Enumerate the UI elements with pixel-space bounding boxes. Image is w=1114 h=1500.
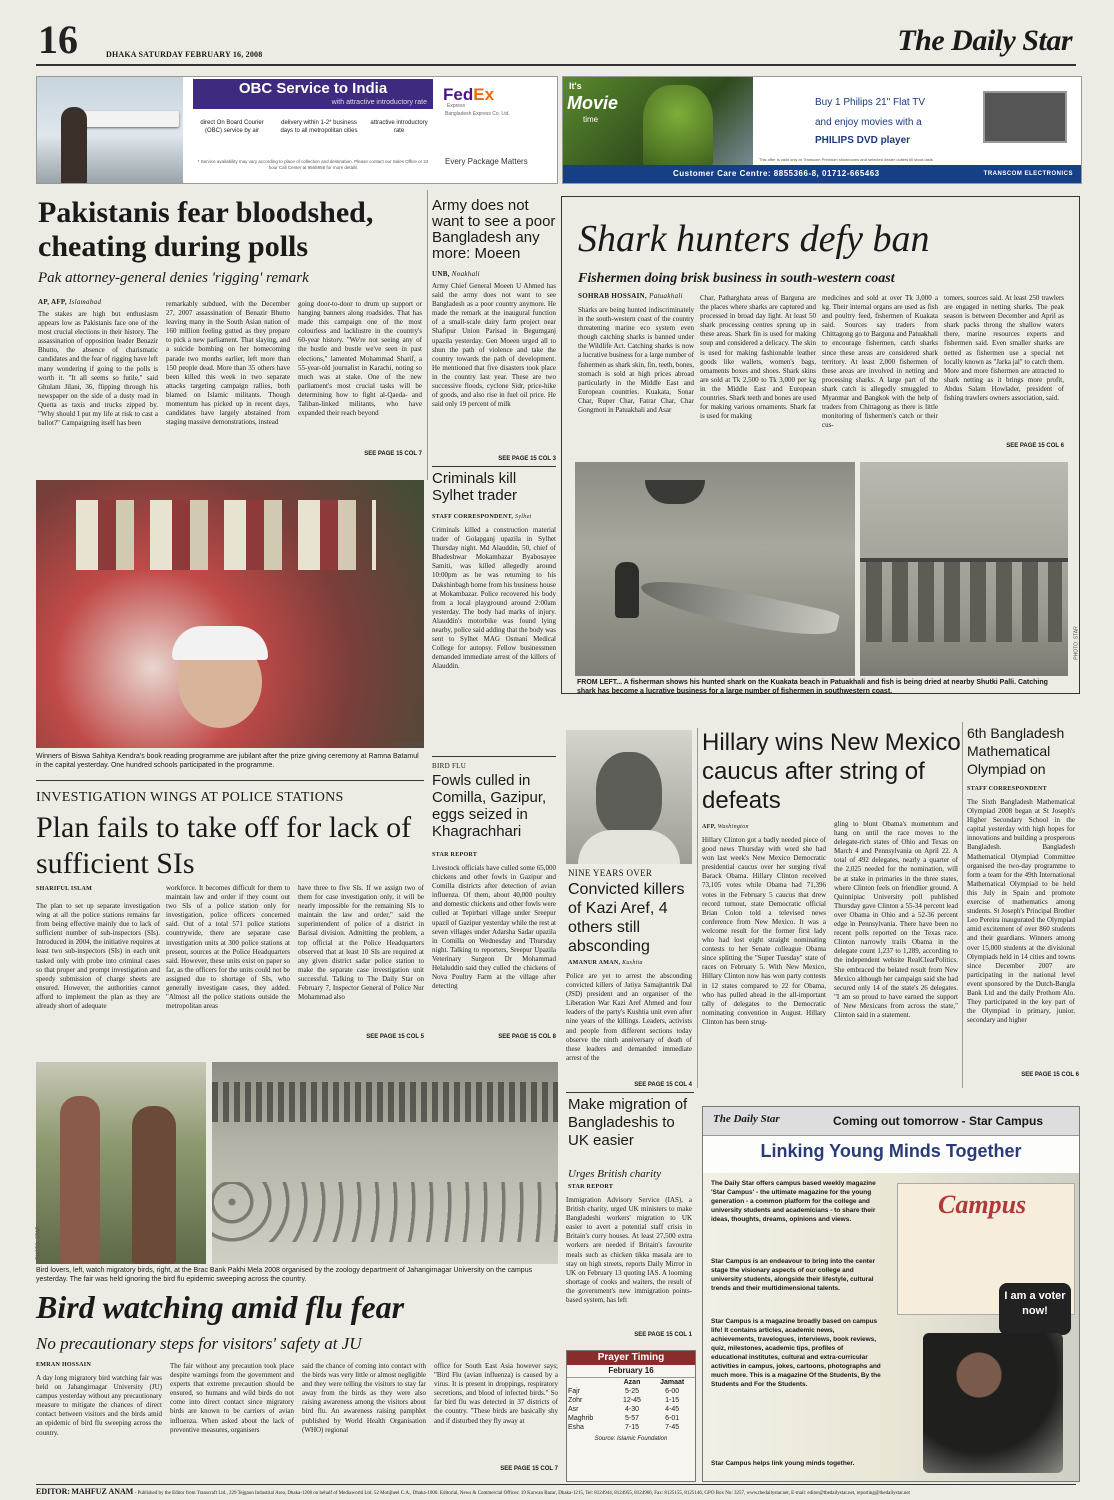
kazi-byline-name: AMANUR AMAN, xyxy=(568,960,621,966)
plan-top-rule xyxy=(36,780,424,781)
kazi-continue[interactable]: SEE PAGE 15 COL 4 xyxy=(634,1082,692,1088)
prayer-row xyxy=(567,1396,695,1405)
army-continue[interactable]: SEE PAGE 15 COL 3 xyxy=(498,456,556,462)
prayer-header-cell: Jamaat xyxy=(660,1379,685,1386)
birdflu-headline: Fowls culled in Comilla, Gazipur, eggs seized in Khagrachhari xyxy=(432,772,547,840)
fedex-logo xyxy=(443,85,494,105)
shark-headline: Shark hunters defy ban xyxy=(578,218,930,260)
campus-headline: Linking Young Minds Together xyxy=(760,1141,1022,1161)
shark-photo-left xyxy=(575,462,855,676)
migration-headline: Make migration of Bangladeshis to UK easier xyxy=(568,1096,688,1149)
plan-headline: Plan fails to take off for lack of sufficient SIs xyxy=(36,811,412,880)
hillary-headline: Hillary wins New Mexico caucus after string of defeats xyxy=(702,729,961,814)
footer-editor-name: MAHFUZ ANAM xyxy=(71,1487,134,1496)
portrait-shirt-icon xyxy=(578,830,680,864)
book-photo-caption: Winners of Biswa Sahitya Kendra's book reading programme are jubilant after the prize giving ceremony at Ramna Batamul in the capital yesterday. One hundred schools participated in the programme. xyxy=(36,753,419,769)
movie-badge-line3: time xyxy=(583,115,599,124)
books-raised-icon xyxy=(76,500,376,570)
philips-line1: Buy 1 Philips 21" Flat TV xyxy=(815,97,926,108)
prayer-cell: Zohr xyxy=(568,1397,583,1404)
column-rule-1 xyxy=(427,190,428,480)
migration-top-rule xyxy=(566,1092,694,1093)
birdflu-kicker: BIRD FLU xyxy=(432,762,467,770)
bird-watch-col1: A day long migratory bird watching fair was held on Jahangirnagar University (JU) campus yesterday without any precautionary measure to mitigate the chances of direct contact between visitors and the birds amid an epidemic of bird flu sweeping across the country. xyxy=(36,1374,162,1437)
fedex-logo-sub: Express xyxy=(447,103,466,109)
bird-watch-col3: said the chance of coming into contact with the birds was very little or almost negligible and they were telling the visitors to stay far away from the birds as they were also raising awareness among the visitors about bird flu. An awareness raising pamphlet published by World Health Organisation (WHO) regional xyxy=(302,1362,426,1434)
prayer-cell: 7-15 xyxy=(624,1424,639,1431)
prayer-row xyxy=(567,1387,695,1396)
fedex-ad[interactable] xyxy=(36,76,558,184)
shark-subhead: Fishermen doing brisk business in south-western coast xyxy=(578,271,895,286)
bird-flock-icon xyxy=(212,1082,558,1122)
migration-subhead: Urges British charity xyxy=(568,1168,662,1180)
movie-badge xyxy=(563,77,753,169)
prayer-cell: 4-30 xyxy=(624,1406,639,1413)
pakistan-col2: remarkably subdued, with the December 27, 2007 assassination of Benazir Bhutto leaving many in the South Asian nation of 160 million feeling gutted as they prepare to pick a new parliament. That slaying, and a suicide bombing on her homecoming parade two months earlier, left more than 150 people dead. More than 35 others have been killed this week in two separate attacks targeting campaign rallies, both blamed on Islamic militants. Though momentum has picked up in recent days, candidates have largely abstained from staging massive demonstrations, instead xyxy=(166,300,290,427)
kazi-aref-photo xyxy=(566,730,692,864)
bird-photo-credit: PHOTO: STAR xyxy=(35,1226,42,1260)
prayer-title: Prayer Timing xyxy=(567,1351,695,1365)
masthead-rule xyxy=(36,64,1076,66)
campus-mag-title: Campus xyxy=(938,1190,1027,1219)
philips-ad[interactable] xyxy=(562,76,1082,184)
pakistan-continue[interactable]: SEE PAGE 15 COL 7 xyxy=(364,451,422,457)
hulk-figure-icon xyxy=(643,85,713,169)
movie-badge-line2: Movie xyxy=(567,93,619,113)
plan-kicker: INVESTIGATION WINGS AT POLICE STATIONS xyxy=(36,790,344,805)
kazi-byline xyxy=(568,960,643,966)
kazi-headline: Convicted killers of Kazi Aref, 4 others still absconding xyxy=(568,881,685,955)
olympiad-headline: 6th Bangladesh Mathematical Olympiad on xyxy=(967,725,1065,777)
bird-watch-caption: Bird lovers, left, watch migratory birds, right, at the Brac Bank Pakhi Mela 2008 organised by the zoology department of Jahangirnagar University on the campus yesterday. The fair was held ignoring the bird flu epidemic sweeping across the country. xyxy=(36,1267,533,1283)
book-photo-credit: PHOTO: STAR xyxy=(390,742,424,748)
prayer-cell: 6-01 xyxy=(665,1415,680,1422)
philips-fineprint: This offer is valid only at Transcom Premium showrooms and selected dealer outlets till stock lasts xyxy=(759,157,933,162)
hillary-byline xyxy=(702,824,749,830)
kazi-body: Police are yet to arrest the absconding convicted killers of Jatiya Samajtantrik Dal (JSD) president and an organiser of the Liberation War Kazi Aref Ahmed and four leaders of the party's Kushtia unit even after nine years of the killings. Leaders, activists and people from different sections today observe the ninth anniversary of death of these leaders and demanded immediate arrest of the xyxy=(566,972,692,1062)
campus-body4: Star Campus helps link young minds together. xyxy=(711,1460,855,1467)
movie-badge-line1: It's xyxy=(569,81,582,91)
person-figure-icon xyxy=(132,1106,176,1264)
prayer-cell: 6-00 xyxy=(665,1388,680,1395)
page-number: 16 xyxy=(38,17,78,62)
paper-name: The Daily Star xyxy=(897,24,1072,57)
shark-continue[interactable]: SEE PAGE 15 COL 6 xyxy=(1006,443,1064,449)
shark-byline-place: Patuakhali xyxy=(649,292,683,300)
criminals-byline-place: Sylhet xyxy=(515,514,532,520)
fedex-ad-col1: direct On Board Courier (OBC) service by air xyxy=(200,120,264,134)
hillary-col2: gling to blunt Obama's momentum and hang on until the race moves to the delegate-rich states of Ohio and Texas on March 4 and Pennsylvania on April 22. A total of 492 delegates, nearly a quarter of the 2,025 needed for the nomination, will be at stake in primaries in the three states, where Clinton feels on friendlier ground. A Quinnipiac University poll published Thursday gave Clinton a 55-34 percent lead over Obama in Ohio and a 52-36 percent edge in Pennsylvania. There have been no recent polls reported on the Texas race. Clinton narrowly trails Obama in the delegate count 1,237 to 1,289, according to the independent website RealClearPolitics. She embraced the belated result from New Mexico although her campaign said she had secured only 14 of the state's 26 delegates. "I am so proud to have earned the support of New Mexicans from across the state," Clinton said in a statement. xyxy=(834,820,958,1019)
birdflu-top-rule xyxy=(432,756,556,757)
criminals-byline xyxy=(432,514,532,520)
migration-byline: STAR REPORT xyxy=(568,1184,614,1190)
prayer-cell: Maghrib xyxy=(568,1415,594,1422)
shark-col2: Char, Patharghata areas of Barguna are the places where sharks are captured and processed in broad day light. At least 50 shark processing centres sprung up in these areas. Shark fin is used for making soup and considered a delicacy. The skin is used for making fashionable leather goods like wallets, women's bags, ornaments boxes and shoes. Shark skins are sold at Tk 2,500 to Tk 3,000 per kg in the Middle East and European countries. Shark teeth and bones are used for making various ornaments. Shark fat is used for making xyxy=(700,294,816,421)
fedex-ad-col3: attractive introductory rate xyxy=(370,120,428,134)
fedex-ad-fineprint: * Service availability may vary according to place of collection and destination. Please contact our Sales Office or 24 hour Call Center at 9565958 for more details xyxy=(197,159,429,170)
hillary-col1: Hillary Clinton got a badly needed piece of good news Thursday with word she had won last week's New Mexico Democratic presidential caucus over her surging rival Barack Obama. Hillary Clinton received 73,105 votes while Obama had 71,396 votes in the February 5 caucus that drew record turnout, state Democratic official Brian Colon told a televised news conference from New Mexico. It was a welcome result for the former first lady who had lost eight straight nominating contests to her Senate colleague Obama since splitting the "Super Tuesday" state of races on February 5. With New Mexico, Hillary Clinton now has won party contests in 12 states compared to 22 for Obama, who has pulled ahead in the all-important tally of delegates to the Democratic nominating convention in August. Hillary Clinton has been strug- xyxy=(702,836,826,1026)
criminals-top-rule xyxy=(432,466,556,467)
plan-col1: The plan to set up separate investigation wing at all the police stations remains far from being effective mainly due to lack of sufficient number of sub-inspectors (SIs). Introduced in 2004, the initiative requires at least two sub-inspectors (SIs) in each unit tasked only with probe into criminal cases so that proper and prompt investigation and speedy submission of charge sheets are ensured. However, the authorities cannot afford to implement the plan as they are already short of adequate xyxy=(36,902,160,1011)
star-campus-ad[interactable] xyxy=(702,1106,1080,1482)
bird-watch-subhead: No precautionary steps for visitors' safety at JU xyxy=(36,1334,362,1353)
shark-byline-name: SOHRAB HOSSAIN, xyxy=(578,292,648,300)
campus-body1: The Daily Star offers campus based weekly magazine 'Star Campus' - the ultimate magazine for the young generation - a common platform for the college and university students and academicians - to share their ideas, thoughts, dreams, opinions and views. xyxy=(711,1180,876,1223)
fedex-photo xyxy=(37,77,183,183)
olympiad-continue[interactable]: SEE PAGE 15 COL 6 xyxy=(1021,1072,1079,1078)
philips-line3: PHILIPS DVD player xyxy=(815,135,911,146)
prayer-row xyxy=(567,1423,695,1432)
campus-paper-logo: The Daily Star xyxy=(713,1113,780,1125)
prayer-cell: 5-57 xyxy=(624,1415,639,1422)
shark-photo-right xyxy=(860,462,1068,676)
pakistan-byline-place: Islamabad xyxy=(68,298,102,306)
footer-editor-label: EDITOR: xyxy=(36,1487,71,1496)
army-byline-place: Noakhali xyxy=(451,270,480,278)
bird-watch-col4: office for South East Asia however says; "Bird Flu (avian influenza) is caused by a virus. It is present in droppings, respiratory secretions, and blood of infected birds." So far bird flu was detected in 37 districts of the country. "These birds are basically shy and if disturbed they fly away at xyxy=(434,1362,558,1425)
shark-col1: Sharks are being hunted indiscriminately in the south-western coast of the country threatening marine eco system even though catching sharks is banned under the Wildlife Act. Catching sharks is now a lucrative business for a large number of fishermen as shark skin, fin, teeth, bones, stomach is sold at high prices abroad particularly in the Middle East and European countries. Kuakata, Sonar Char, Ruper Char, Fatrar Char, Char Gongmoti in Patuakhali and Asar xyxy=(578,306,694,415)
prayer-cell: Fajr xyxy=(568,1388,581,1395)
bird-lovers-photo xyxy=(36,1062,206,1264)
student-cap-icon xyxy=(172,626,268,660)
person-figure-icon xyxy=(60,1096,100,1264)
shark-col3: medicines and sold at over Tk 3,000 a kg. Their internal organs are used as fish and poultry feed, fishermen of Kuakata said. Sources say traders from Chittagong go to Barguna and Patuakhali to encourage fishermen, catch sharks since these areas are considered shark territory. At least 2,000 fishermen of these areas are involved in netting and processing sharks. A large part of the shark catch is allegedly smuggled to Myanmar and Bangkok with the help of traders from Chittagong as there is little monitoring of fishermen's catch or their cus- xyxy=(822,294,938,430)
bird-flock-icon xyxy=(212,1182,558,1242)
campus-header-bar xyxy=(703,1107,1079,1136)
criminals-byline-name: STAFF CORRESPONDENT, xyxy=(432,514,514,520)
shark-icon xyxy=(638,572,840,645)
birdflu-byline: STAR REPORT xyxy=(432,852,478,858)
campus-body3: Star Campus is a magazine broadly based on campus life! It contains articles, academic news, achievements, travelogues, interviews, book reviews, quiz, milestones, academic tips, profiles of educational institutes, cultural and extra-curricular activities in campus, jokes, cartoons, photographs and much more. This is a magazine Of the Students, By the Students and For the Students. xyxy=(711,1318,881,1388)
prayer-cell: Esha xyxy=(568,1424,584,1431)
prayer-source: Source: Islamic Foundation xyxy=(594,1436,668,1442)
olympiad-body: The Sixth Bangladesh Mathematical Olympiad 2008 began at St Joseph's Higher Secondary School in the capital yesterday with high hopes for innovations and building a prosperous Bangladesh. Bangladesh Mathematical Olympiad Committee organised the two-day programme to form a team for the 49th International Mathematical Olympiad to be held this July in Spain and promote exercise of mathematics among students. St Joseph's Principal Brother Leo Pereira inaugurated the Olympiad amid excitement of over 860 students and their guardians. Winners among over 15,000 students at the divisional Olympiads held in 14 cities and towns since December 2007 are participating in the national level event sponsored by the Dutch-Bangla Bank Ltd and the daily Prothom Alo. They participated in the key part of the Olympiad in primary, junior, secondary and higher xyxy=(967,798,1075,1025)
shark-photo-credit: PHOTO: STAR xyxy=(1073,626,1080,660)
dateline: DHAKA SATURDAY FEBRUARY 16, 2008 xyxy=(106,50,263,59)
footer-rule xyxy=(36,1484,1076,1485)
fedex-ad-col2: delivery within 1-2* business days to all metropolitan cities xyxy=(280,120,358,134)
hillary-byline-place: Washington xyxy=(717,824,749,830)
portrait-face-icon xyxy=(596,752,662,836)
fedex-agent: Bangladesh Express Co. Ltd. xyxy=(445,111,510,117)
pakistan-col1: The stakes are high but enthusiasm appears low as Pakistanis face one of the most crucial elections in their history. The assassination of opposition leader Benazir Bhutto, the absence of charismatic candidates and the fear of rigging have left many wondering if going to the polls is worth it. "It all seems so futile," said Ghulam Jilani, 36, flipping through his newspaper on the side of a dusty road in Quetta as taxis and trucks zipped by. "Why should I put my life at risk to cast a ballot?" Campaigning itself has been xyxy=(38,310,158,428)
courier-figure-icon xyxy=(61,107,87,183)
criminals-headline: Criminals kill Sylhet trader xyxy=(432,470,518,504)
bird-watch-headline: Bird watching amid flu fear xyxy=(36,1289,405,1325)
army-byline xyxy=(432,270,480,278)
footer-imprint-text: - Published by the Editor from Transcraft Ltd., 229 Tejgaon Industrial Area, Dhaka-1208 on behalf of Mediaworld Ltd. 52 Motijheel C.A., Dhaka-1000. Editorial, News & Commercial Offices: 19 Karwan Bazar, Dhaka-1215, Tel: 8124944, 8124955, 8124966, Fax: 8125155, 8125146, GPO Box No: 3257, www.thedailystar.net, E-mail: editor@thedailystar.net, reporting@thedailystar.net xyxy=(134,1491,910,1496)
prayer-cell: 4-45 xyxy=(665,1406,680,1413)
philips-care-text: Customer Care Centre: 8855366-8, 01712-665463 xyxy=(673,169,880,178)
boat-icon xyxy=(645,480,705,504)
army-byline-agency: UNB, xyxy=(432,270,450,278)
hillary-byline-agency: AFP, xyxy=(702,824,716,830)
birdflu-body: Livestock officials have culled some 65,000 chickens and other fowls in Gazipur and Comilla districts after detection of avian influenza. Of them, about 40,000 poultry and domestic chickens and other fowls were culled at Tepirbari village under Sreepur upazil of Gazipur yesterday while the rest at seven villages under Adarsha Sadar upazila in Comilla on Wednesday and Thursday night. Talking to reporters, Sreepur Upazila Veterinary Surgeon Dr Mohammad Helaluddin said they culled the chickens of Nova Poultry Farm at the village after detecting xyxy=(432,864,556,991)
plan-col3: have three to five SIs. If we assign two of them for case investigation only, it will be nearly impossible for the remaining SIs to maintain the law and order," said the superintendent of police of a district in Barisal division. Admitting the problem, a top official at the Police Headquarters observed that at least 10 SIs are required at any given district sadar police station to make the separate case investigation unit successful. Talking to The Daily Star on February 7, Inspector General of Police Nur Mohammad also xyxy=(298,884,424,1002)
army-headline: Army does not want to see a poor Bangladesh any more: Moeen xyxy=(432,197,556,262)
prayer-header-row xyxy=(567,1378,695,1387)
campus-bubble: I am a voter now! xyxy=(999,1283,1071,1335)
dried-fish-row xyxy=(866,562,1062,642)
migration-continue[interactable]: SEE PAGE 15 COL 1 xyxy=(634,1332,692,1338)
plan-continue[interactable]: SEE PAGE 15 COL 5 xyxy=(366,1034,424,1040)
campus-coming: Coming out tomorrow - Star Campus xyxy=(833,1114,1043,1128)
tv-product-icon xyxy=(983,91,1067,143)
footer-imprint xyxy=(36,1487,1076,1496)
migratory-birds-photo xyxy=(212,1062,558,1264)
plan-byline: SHARIFUL ISLAM xyxy=(36,886,93,892)
prayer-cell: 12-45 xyxy=(623,1397,641,1404)
pakistan-col3: going door-to-door to drum up support or hanging banners along roadsides. That has made this campaign one of the most colourless and lacklustre in the country's 60-year history. "We're not seeing any of the hustle and bustle we've seen in past elections," lamented Mohammad Sharif, a 55-year-old journalist in Karachi, noting so much was at stake. One of the new parliament's most crucial tasks will be determining how to fight al-Qaeda- and Taliban-linked militants, who have expanded their reach beyond xyxy=(298,300,422,418)
fedex-slogan: Every Package Matters xyxy=(445,157,528,166)
bird-watch-continue[interactable]: SEE PAGE 15 COL 7 xyxy=(500,1466,558,1472)
airplane-icon xyxy=(73,111,179,127)
prayer-header-cell: Azan xyxy=(623,1379,641,1386)
shark-byline xyxy=(578,292,683,300)
kazi-kicker: NINE YEARS OVER xyxy=(568,868,653,878)
column-rule-olympiad xyxy=(962,722,963,1088)
pakistan-byline xyxy=(38,298,101,306)
transcom-brand: TRANSCOM ELECTRONICS xyxy=(983,171,1073,177)
prayer-cell: Asr xyxy=(568,1406,579,1413)
shark-col4: tomers, sources said. At least 250 trawlers are engaged in netting sharks. The peak season is between December and April as shark packs throng the shallow waters there, marine resources experts and fishermen said. Even smaller sharks are netted as fishermen use a special net locally known as "Jarka jal" to catch them. More and more fishermen are attracted to shark netting as it brings more profit, Abdus Salam Howlader, president of fishing trawlers owners association, said. xyxy=(944,294,1064,403)
bird-watch-byline: EMRAN HOSSAIN xyxy=(36,1362,92,1368)
plan-col2: workforce. It becomes difficult for them to maintain law and order if they count out two SIs of a police station only for investigation, police officers concerned said. Out of a total 571 police stations countrywide, there are separate case investigation units at 300 police stations at present, sources at the Police Headquarters said. However, these units exist on paper so far, as the officers for the units could not be assigned due to shortage of SIs, who generally investigate cases, they added. "Almost all the police stations outside the metropolitan areas xyxy=(166,884,290,1011)
kazi-byline-place: Kushtia xyxy=(622,960,643,966)
pakistan-byline-agency: AP, AFP, xyxy=(38,298,67,306)
pakistan-subhead: Pak attorney-general denies 'rigging' remark xyxy=(38,270,309,286)
philips-care xyxy=(563,165,1081,183)
prayer-header-cell xyxy=(567,1378,615,1387)
column-rule-hillary xyxy=(697,728,698,1088)
prayer-row xyxy=(567,1414,695,1423)
prayer-cell: 5-25 xyxy=(624,1388,639,1395)
prayer-date: February 16 xyxy=(567,1365,695,1378)
migration-body: Immigration Advisory Service (IAS), a British charity, urged UK ministers to make Bangladeshi workers' migration to UK easier to avert a potential staff crisis in Britain's curry houses. At least 27,500 extra workers are needed if Britain's favourite meals such as chicken tikka masala are to stay on high streets, reports Daily Mirror in UK on February 13 quoting IAS. A looming shortage of cooks and waiters, the result of the government's new immigration points-based system, has left xyxy=(566,1196,692,1305)
prayer-cell: 1-15 xyxy=(665,1397,680,1404)
shark-caption: FROM LEFT... A fisherman shows his hunted shark on the Kuakata beach in Patuakhali and fish is being dried at nearby Shutki Palli. Catching shark has become a lucrative business for a large number of fishermen in southwestern coast. xyxy=(577,679,1048,695)
army-body: Army Chief General Moeen U Ahmed has said the army does not want to see Bangladesh as a poor country anymore. He made the remark at the inaugural function of a small-scale dairy farm project near Shafipur Union Parisad in Begumganj upazila yesterday. Gen Moeen urged all to shun the path of violence and take the country towards the path of development. He mentioned that five disasters took place in the country last year. These are two successive floods, cyclone Sidr, price-hike of goods, and also rise in fuel oil price. He said only 19 percent of milk xyxy=(432,282,556,409)
bird-watch-col2: The fair without any precaution took place despite warnings from the government and experts that extreme precaution should be ensured, so humans and wild birds do not come into direct contact since migratory birds are known to be carriers of avian influenza. When asked about the lack of preventive measures, organisers xyxy=(170,1362,294,1434)
olympiad-byline: STAFF CORRESPONDENT xyxy=(967,786,1047,792)
fisherman-figure-icon xyxy=(615,562,639,618)
prayer-row xyxy=(567,1405,695,1414)
book-reading-photo xyxy=(36,480,424,748)
fedex-logo-fed: Fed xyxy=(443,85,474,104)
prayer-table xyxy=(567,1378,695,1432)
campus-body2: Star Campus is an endeavour to bring into the center stage the visionary aspects of our college and university students, alongside their lifestyle, cultural trends and their multidimensional talents. xyxy=(711,1258,875,1292)
prayer-cell: 7-45 xyxy=(665,1424,680,1431)
criminals-body: Criminals killed a construction material trader of Golapganj upazila in Sylhet Thursday night. Md Alauddin, 50, chief of Bhadeshwar Mokambazar Byabosayee Samiti, was killed allegedly around 10:00pm as he was returning to his Dakshinbagh home from his business house at Mokambazar. Police recovered his body from a local playground around 2:00am yesterday. The body had marks of injury. Alauddin's motorbike was found lying nearby, police said adding that the body was sent to Sylhet MAG Osmani Medical College for autopsy. Fellow businessmen demanded immediate arrest of the killers of Alauddin. xyxy=(432,526,556,671)
fedex-ad-subtitle: with attractive introductory rate xyxy=(193,99,433,109)
student-with-laptop-icon xyxy=(923,1333,1063,1473)
philips-line2: and enjoy movies with a xyxy=(815,117,922,128)
prayer-box xyxy=(566,1350,696,1482)
fedex-logo-ex: Ex xyxy=(473,85,495,104)
fedex-ad-title: OBC Service to India xyxy=(193,79,433,99)
birdflu-continue[interactable]: SEE PAGE 15 COL 8 xyxy=(498,1034,556,1040)
pakistan-headline: Pakistanis fear bloodshed, cheating during polls xyxy=(38,196,374,263)
